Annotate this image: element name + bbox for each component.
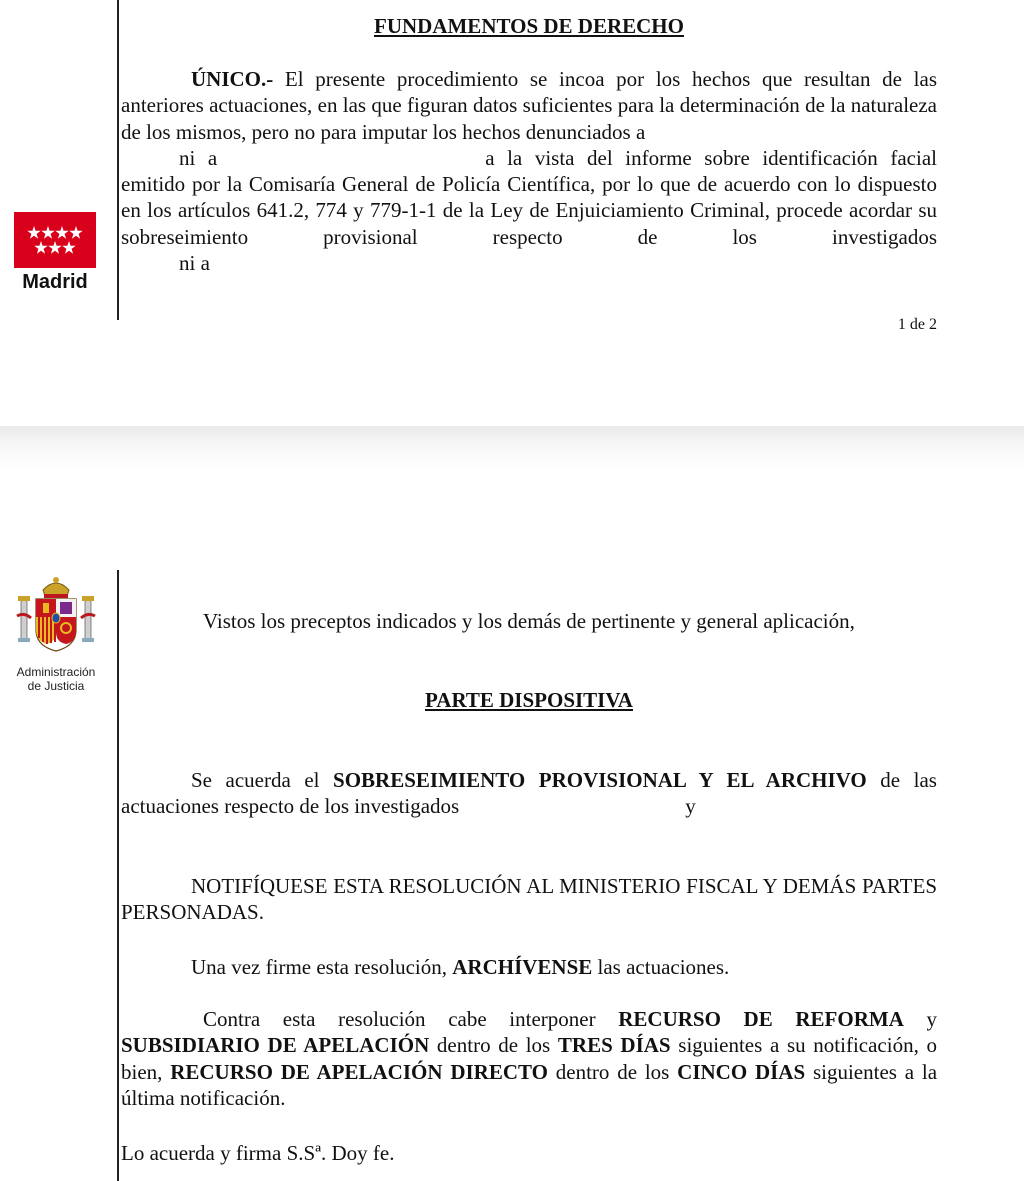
acuerda-paragraph: Se acuerda el SOBRESEIMIENTO PROVISIONAL Y EL ARCHIVO de las actuaciones respecto de los investigados y — [121, 768, 937, 819]
ni-a-text: ni a — [179, 251, 210, 276]
fundamento-paragraph — [121, 66, 937, 276]
recurso-paragraph: Contra esta resolución cabe interponer RECURSO DE REFORMA y SUBSIDIARIO DE APELACIÓN dentro de los TRES DÍAS siguientes a su notificación, o bien, RECURSO DE APELACIÓN DIRECTO dentro de los CINCO DÍAS siguientes a la última notificación. — [121, 1007, 938, 1110]
firma-line: Lo acuerda y firma S.Sª. Doy fe. — [121, 1141, 395, 1165]
ni-a-text: ni a — [179, 145, 218, 170]
madrid-logo-text: Madrid — [22, 271, 88, 293]
page-number: 1 de 2 — [897, 316, 937, 333]
margin-rule — [117, 0, 119, 320]
document-page-2 — [0, 470, 1024, 1181]
madrid-flag-icon — [14, 212, 96, 268]
paragraph-text: a la vista del informe sobre identificación facial emitido por la Comisaría General de Policía Científica, por lo que de acuerdo con lo dispuesto en los artículos 641.2, 774 y 779-1-1 de la Ley de Enjuiciamiento Criminal, procede acordar su sobreseimiento provisional respecto de los investigados — [121, 145, 937, 249]
administracion-justicia-logo — [10, 572, 102, 693]
page-title: FUNDAMENTOS DE DERECHO — [374, 14, 684, 38]
logo-caption: Administración de Justicia — [16, 665, 96, 693]
paragraph-text: El presente procedimiento se incoa por los hechos que resultan de las anteriores actuaciones, en las que figuran datos suficientes para la determinación de la naturaleza de los mismos, pero no para imputar los hechos denunciados a — [121, 67, 937, 144]
margin-rule — [117, 570, 119, 1181]
vistos-paragraph: Vistos los preceptos indicados y los demás de pertinente y general aplicación, — [203, 609, 855, 633]
coat-of-arms-icon — [13, 572, 99, 658]
page-separator — [0, 426, 1024, 470]
archivense-paragraph: Una vez firme esta resolución, ARCHÍVENSE las actuaciones. — [191, 955, 730, 979]
notifiquese-paragraph: NOTIFÍQUESE ESTA RESOLUCIÓN AL MINISTERIO FISCAL Y DEMÁS PARTES PERSONADAS. — [121, 874, 937, 925]
comunidad-madrid-logo — [14, 212, 96, 294]
section-heading: PARTE DISPOSITIVA — [425, 688, 633, 712]
unico-label: ÚNICO.- — [191, 67, 274, 91]
document-page-1 — [0, 0, 1024, 426]
